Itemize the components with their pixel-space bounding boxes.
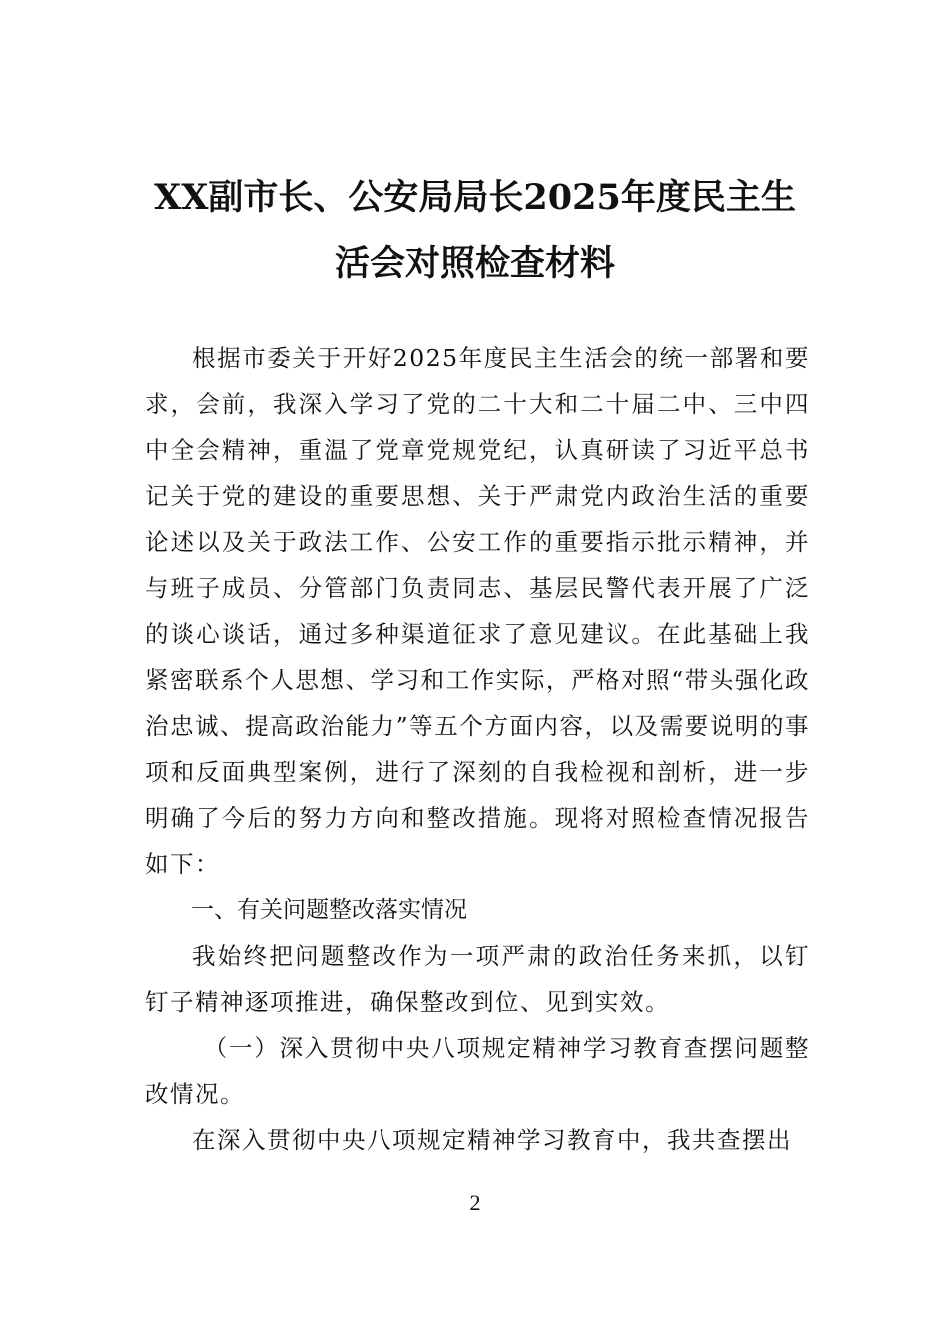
subsection-1-heading: （一）深入贯彻中央八项规定精神学习教育查摆问题整改情况。 xyxy=(145,1034,810,1108)
section-1-paragraph: 我始终把问题整改作为一项严肃的政治任务来抓，以钉钉子精神逐项推进，确保整改到位、见到实效。 xyxy=(145,942,810,1016)
document-title-line-1: XX副市长、公安局局长2025年度民主生 xyxy=(154,177,796,218)
page-number: 2 xyxy=(469,1190,481,1215)
document-title-line-2: 活会对照检查材料 xyxy=(334,243,615,284)
intro-paragraph: 根据市委关于开好2025年度民主生活会的统一部署和要求，会前，我深入学习了党的二十大和二十届二中、三中四中全会精神，重温了党章党规党纪，认真研读了习近平总书记关于党的建设的重要思想、关于严肃党内政治生活的重要论述以及关于政法工作、公安工作的重要指示批示精神，并与班子成员、分管部门负责同志、基层民警代表开展了广泛的谈心谈话，通过多种渠道征求了意见建议。在此基础上我紧密联系个人思想、学习和工作实际，严格对照“带头强化政治忠诚、提高政治能力”等五个方面内容，以及需要说明的事项和反面典型案例，进行了深刻的自我检视和剖析，进一步明确了今后的努力方向和整改措施。现将对照检查情况报告如下： xyxy=(145,344,810,878)
document-body xyxy=(145,335,810,1163)
subsection-1-paragraph: 在深入贯彻中央八项规定精神学习教育中，我共查摆出 xyxy=(192,1126,792,1154)
section-1-heading: 一、有关问题整改落实情况 xyxy=(191,897,467,923)
